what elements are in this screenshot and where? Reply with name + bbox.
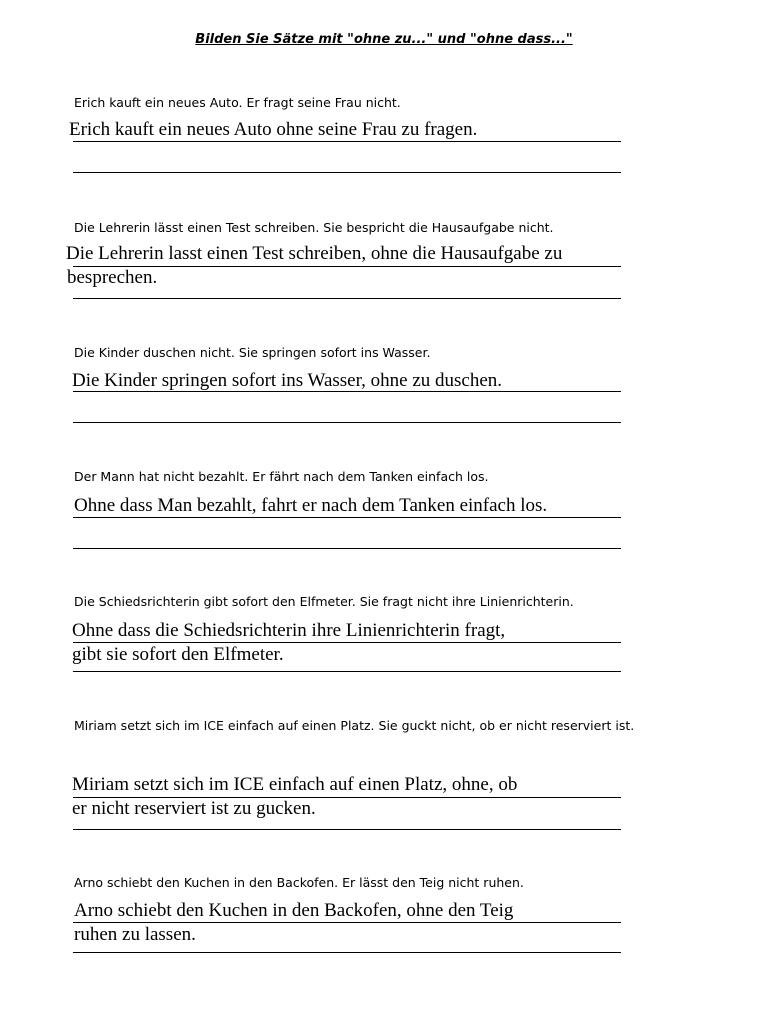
exercise-prompt: Die Lehrerin lässt einen Test schreiben. Sie bespricht die Hausaufgabe nicht.: [74, 220, 554, 235]
exercise-prompt: Arno schiebt den Kuchen in den Backofen. Er lässt den Teig nicht ruhen.: [74, 875, 524, 890]
exercise-prompt: Die Schiedsrichterin gibt sofort den Elfmeter. Sie fragt nicht ihre Linienrichterin.: [74, 594, 574, 609]
worksheet-title: [0, 32, 768, 47]
answer-line: ruhen zu lassen.: [74, 924, 196, 945]
answer-line: gibt sie sofort den Elfmeter.: [72, 644, 284, 665]
answer-underline: [73, 422, 621, 423]
answer-line: Die Lehrerin lasst einen Test schreiben, ohne die Hausaufgabe zu: [66, 243, 563, 264]
exercise-prompt: Der Mann hat nicht bezahlt. Er fährt nach dem Tanken einfach los.: [74, 469, 489, 484]
answer-underline: [73, 298, 621, 299]
answer-line: Arno schiebt den Kuchen in den Backofen, ohne den Teig: [74, 900, 514, 921]
worksheet-title-text: Bilden Sie Sätze mit "ohne zu..." und "ohne dass...": [195, 32, 573, 47]
answer-underline: [73, 548, 621, 549]
answer-line: Die Kinder springen sofort ins Wasser, ohne zu duschen.: [72, 370, 503, 391]
answer-underline: [73, 172, 621, 173]
exercise-prompt: Erich kauft ein neues Auto. Er fragt seine Frau nicht.: [74, 95, 401, 110]
exercise-prompt: Miriam setzt sich im ICE einfach auf einen Platz. Sie guckt nicht, ob er nicht reserviert ist.: [74, 718, 635, 733]
answer-line: Erich kauft ein neues Auto ohne seine Frau zu fragen.: [69, 119, 478, 140]
answer-line: Ohne dass die Schiedsrichterin ihre Linienrichterin fragt,: [72, 620, 506, 641]
answer-line: besprechen.: [67, 267, 158, 288]
answer-underline: [73, 829, 621, 830]
answer-line: er nicht reserviert ist zu gucken.: [72, 798, 316, 819]
answer-underline: [73, 141, 621, 142]
answer-line: Ohne dass Man bezahlt, fahrt er nach dem Tanken einfach los.: [74, 495, 548, 516]
answer-underline: [73, 671, 621, 672]
answer-line: Miriam setzt sich im ICE einfach auf einen Platz, ohne, ob: [72, 774, 518, 795]
answer-underline: [73, 952, 621, 953]
answer-underline: [73, 391, 621, 392]
exercise-prompt: Die Kinder duschen nicht. Sie springen sofort ins Wasser.: [74, 345, 431, 360]
